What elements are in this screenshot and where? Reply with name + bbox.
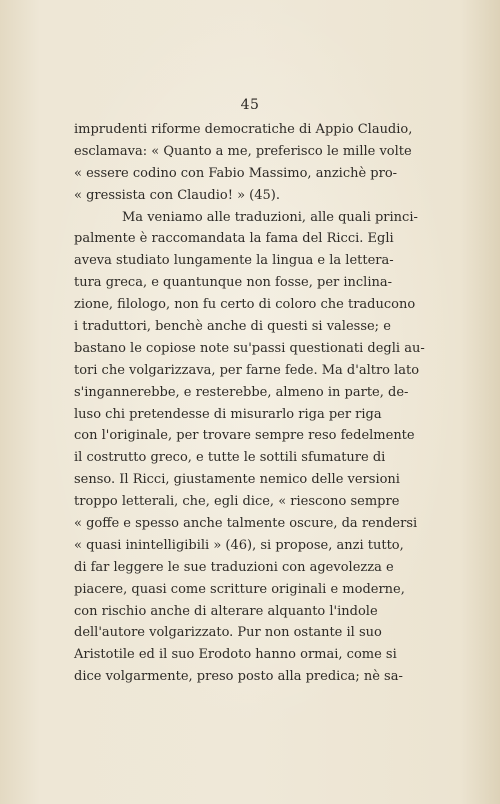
text-line: « gressista con Claudio! » (45). bbox=[74, 187, 281, 203]
text-line: il costrutto greco, e tutte le sottili sfumature di bbox=[74, 450, 386, 466]
text-line: aveva studiato lungamente la lingua e la lettera- bbox=[74, 253, 394, 269]
text-line: dice volgarmente, preso posto alla predica; nè sa- bbox=[74, 669, 403, 685]
text-line: zione, filologo, non fu certo di coloro che traducono bbox=[74, 297, 416, 313]
body-text bbox=[74, 119, 425, 688]
text-line: imprudenti riforme democratiche di Appio Claudio, bbox=[74, 122, 413, 137]
text-line: troppo letterali, che, egli dice, « riescono sempre bbox=[74, 494, 400, 510]
text-line: esclamava: « Quanto a me, preferisco le mille volte bbox=[74, 143, 412, 159]
text-line: palmente è raccomandata la fama del Ricci. Egli bbox=[74, 231, 394, 247]
text-line: con rischio anche di alterare alquanto l'indole bbox=[74, 603, 378, 619]
text-line: luso chi pretendesse di misurarlo riga per riga bbox=[74, 406, 382, 422]
text-line: Ma veniamo alle traduzioni, alle quali princi- bbox=[122, 209, 418, 225]
text-line: Aristotile ed il suo Erodoto hanno ormai, come si bbox=[74, 647, 397, 663]
text-line: s'ingannerebbe, e resterebbe, almeno in parte, de- bbox=[74, 384, 409, 400]
text-line: di far leggere le sue traduzioni con agevolezza e bbox=[74, 559, 394, 575]
text-line: « goffe e spesso anche talmente oscure, da rendersi bbox=[74, 516, 418, 532]
text-line: tori che volgarizzava, per farne fede. Ma d'altro lato bbox=[74, 362, 420, 378]
page-number: 45 bbox=[240, 97, 260, 113]
text-line: « essere codino con Fabio Massimo, anzichè pro- bbox=[74, 165, 398, 181]
text-line: con l'originale, per trovare sempre reso fedelmente bbox=[74, 428, 415, 444]
text-line: i traduttori, benchè anche di questi si valesse; e bbox=[74, 319, 391, 335]
text-line: bastano le copiose note su'passi questionati degli au- bbox=[74, 340, 425, 356]
text-line: senso. Il Ricci, giustamente nemico delle versioni bbox=[74, 472, 400, 488]
text-line: piacere, quasi come scritture originali e moderne, bbox=[74, 581, 405, 597]
text-line: « quasi inintelligibili » (46), si propose, anzi tutto, bbox=[74, 537, 404, 553]
text-line: dell'autore volgarizzato. Pur non ostante il suo bbox=[74, 625, 382, 641]
text-line: tura greca, e quantunque non fosse, per inclina- bbox=[74, 275, 392, 291]
